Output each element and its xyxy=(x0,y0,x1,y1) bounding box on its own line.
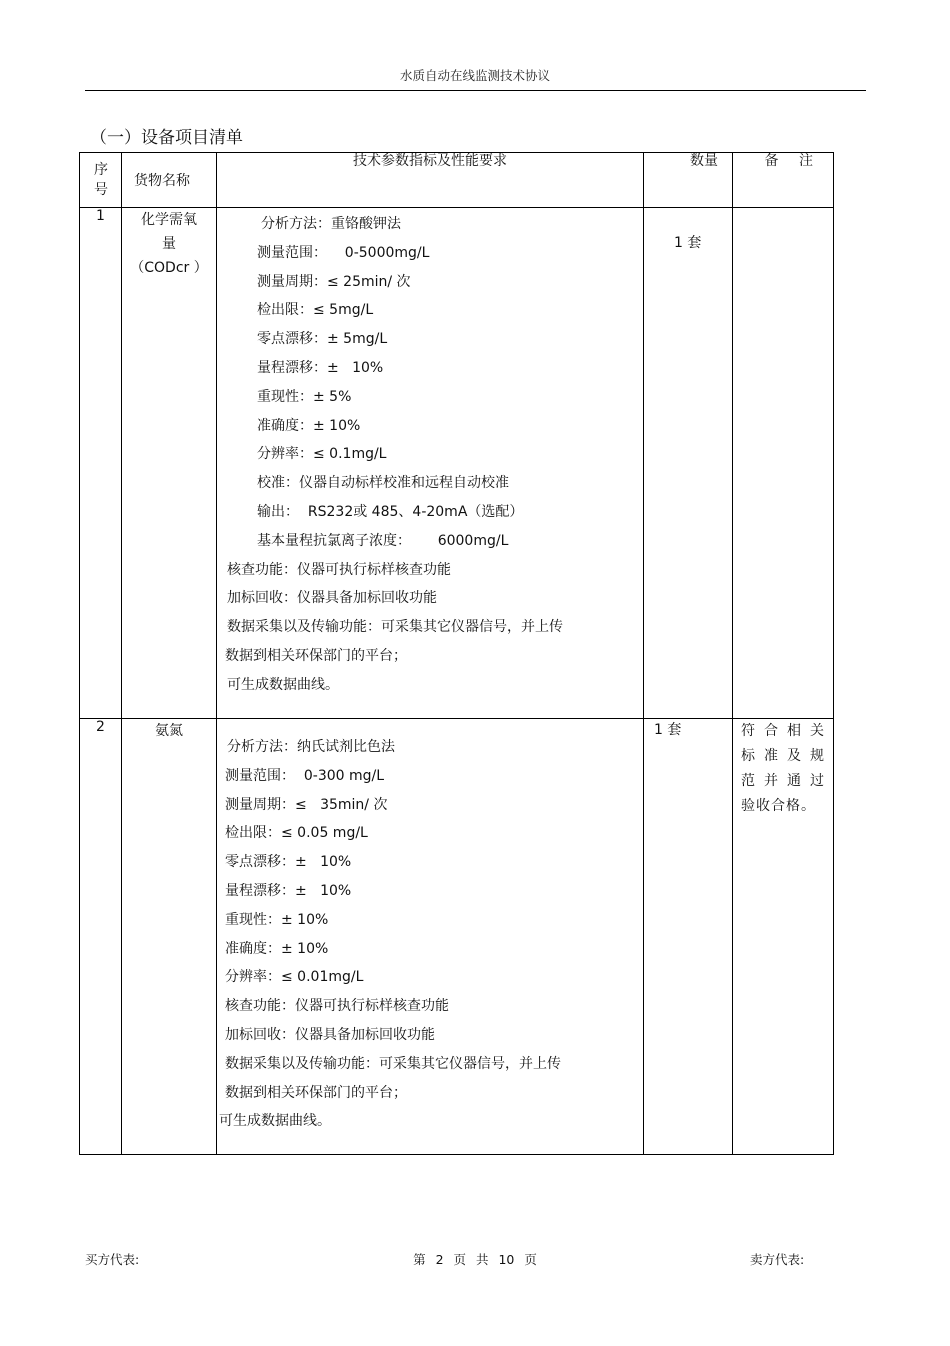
tech-spec-item: 检出限：≤ 5mg/L xyxy=(257,302,374,319)
document-header-title: 水质自动在线监测技术协议 xyxy=(399,68,550,83)
row-seq: 2 xyxy=(80,719,122,1155)
tech-spec-item: 数据采集以及传输功能：可采集其它仪器信号，并上传 xyxy=(225,1055,561,1072)
tech-spec-item: 数据采集以及传输功能：可采集其它仪器信号，并上传 xyxy=(227,619,563,636)
note-line: 验收合格。 xyxy=(741,798,816,814)
column-header-tech: 技术参数指标及性能要求 xyxy=(217,153,644,208)
tech-spec-item: 测量周期：≤ 25min/ 次 xyxy=(257,273,411,290)
tech-spec-item: 零点漂移：± 5mg/L xyxy=(257,331,388,348)
tech-spec-item: 准确度：± 10% xyxy=(225,940,329,957)
tech-spec-item: 重现性：± 10% xyxy=(225,911,329,928)
section-title: （一）设备项目清单 xyxy=(90,128,243,148)
row-item-name xyxy=(122,719,217,1155)
tech-spec-item: 可生成数据曲线。 xyxy=(227,676,339,693)
tech-spec-item: 数据到相关环保部门的平台； xyxy=(225,1084,407,1101)
tech-spec-item: 分辨率：≤ 0.1mg/L xyxy=(257,446,387,463)
quantity-value: 1 套 xyxy=(654,722,682,738)
row-quantity xyxy=(644,719,733,1155)
row-tech-specs xyxy=(217,208,644,719)
tech-spec-item: 核查功能：仪器可执行标样核查功能 xyxy=(225,998,449,1015)
row-quantity xyxy=(644,208,733,719)
tech-spec-item: 测量周期：≤ 35min/ 次 xyxy=(225,796,388,813)
row-tech-specs xyxy=(217,719,644,1155)
row-note xyxy=(733,719,834,1155)
tech-spec-item: 量程漂移：± 10% xyxy=(225,882,352,899)
note-line: 标准及规 xyxy=(741,748,825,764)
note-text xyxy=(733,719,833,819)
item-name-line: 化学需氧 xyxy=(141,212,197,228)
buyer-representative-label: 买方代表: xyxy=(85,1252,140,1267)
tech-spec-item: 分析方法：重铬酸钾法 xyxy=(261,216,401,232)
tech-spec-item: 准确度：± 10% xyxy=(257,417,361,434)
row-note xyxy=(733,208,834,719)
table-row xyxy=(80,208,834,719)
header-divider xyxy=(85,90,866,91)
tech-spec-list xyxy=(217,733,643,1136)
note-line: 范并通过 xyxy=(741,773,825,789)
item-name-line: （CODcr ） xyxy=(130,260,208,276)
table-row xyxy=(80,719,834,1155)
column-header-qty: 数量 xyxy=(644,153,733,208)
tech-spec-item: 重现性：± 5% xyxy=(257,388,352,405)
tech-spec-item: 数据到相关环保部门的平台； xyxy=(225,647,407,664)
column-header-seq: 序号 xyxy=(80,153,122,208)
tech-spec-list xyxy=(217,210,643,700)
page-number: 第 2 页 共 10 页 xyxy=(413,1252,537,1267)
tech-spec-item: 输出： RS232或 485、4-20mA（选配） xyxy=(257,503,524,520)
tech-spec-item: 检出限：≤ 0.05 mg/L xyxy=(225,825,368,842)
row-seq: 1 xyxy=(80,208,122,719)
tech-spec-item: 核查功能：仪器可执行标样核查功能 xyxy=(227,561,451,578)
tech-spec-item: 基本量程抗氯离子浓度： 6000mg/L xyxy=(257,532,509,549)
tech-spec-item: 加标回收：仪器具备加标回收功能 xyxy=(227,590,437,607)
item-name-line: 量 xyxy=(162,236,176,252)
column-header-note: 备 注 xyxy=(733,153,834,208)
tech-spec-item: 可生成数据曲线。 xyxy=(219,1113,331,1130)
item-name-line: 氨氮 xyxy=(155,723,183,739)
tech-spec-item: 加标回收：仪器具备加标回收功能 xyxy=(225,1026,435,1043)
equipment-list-table xyxy=(79,152,834,1155)
table-header-row xyxy=(80,153,834,208)
tech-spec-item: 零点漂移：± 10% xyxy=(225,854,352,871)
note-line: 符合相关 xyxy=(741,723,825,739)
tech-spec-item: 测量范围： 0-300 mg/L xyxy=(225,767,385,784)
quantity-value: 1 套 xyxy=(674,235,702,251)
tech-spec-item: 量程漂移：± 10% xyxy=(257,359,384,376)
tech-spec-item: 校准：仪器自动标样校准和远程自动校准 xyxy=(257,475,509,492)
row-item-name xyxy=(122,208,217,719)
tech-spec-item: 测量范围： 0-5000mg/L xyxy=(257,244,430,261)
tech-spec-item: 分析方法：纳氏试剂比色法 xyxy=(227,739,395,755)
tech-spec-item: 分辨率：≤ 0.01mg/L xyxy=(225,969,364,986)
seller-representative-label: 卖方代表: xyxy=(750,1252,805,1267)
column-header-name: 货物名称 xyxy=(122,153,217,208)
